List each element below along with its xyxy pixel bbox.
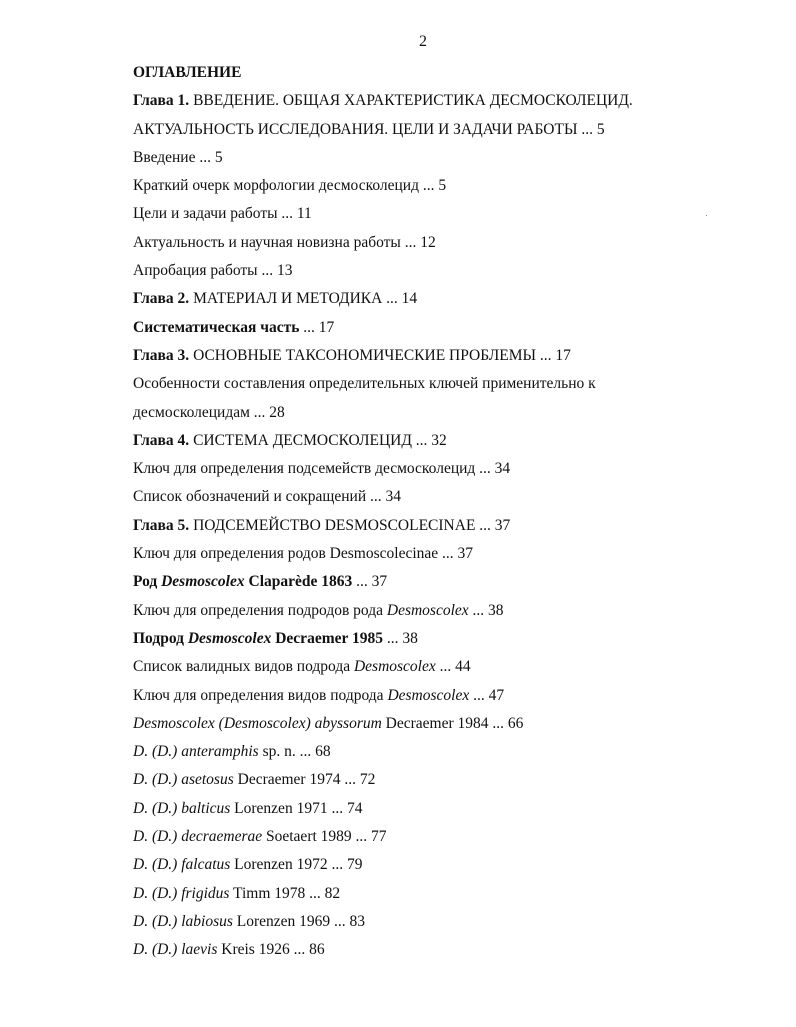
genus-prefix: Род	[133, 573, 162, 591]
species-author-page: Kreis 1926 ... 86	[217, 941, 325, 959]
toc-entry-relevance: Актуальность и научная новизна работы ... 12	[133, 233, 436, 251]
entry-page: ... 44	[435, 658, 471, 676]
entry-text: Ключ для определения подродов рода	[133, 601, 387, 619]
entry-text: Список валидных видов подрода	[133, 658, 354, 676]
entry-page: ... 47	[469, 686, 505, 704]
toc-entry-species	[133, 908, 773, 936]
toc-entry-keys-cont: десмосколецидам ... 28	[133, 403, 285, 421]
toc-entry-species	[133, 795, 773, 823]
toc-entry-species	[133, 766, 773, 794]
taxon-name: Desmoscolex	[387, 686, 470, 704]
toc-entry-chapter-4	[133, 427, 773, 455]
chapter-label: Глава 3.	[133, 346, 190, 364]
toc-entry-abbreviations: Список обозначений и сокращений ... 34	[133, 488, 401, 506]
toc-entry-key-subfamilies: Ключ для определения подсемейств десмосколецид ... 34	[133, 460, 511, 478]
species-name: D. (D.) decraemerae	[133, 828, 263, 846]
chapter-title: МАТЕРИАЛ И МЕТОДИКА ... 14	[189, 290, 418, 308]
scan-speck	[706, 215, 707, 216]
toc-entry-key-species	[133, 682, 773, 710]
page-number: 2	[419, 33, 427, 50]
taxon-name: Desmoscolex	[353, 658, 436, 676]
species-name: D. (D.) falcatus	[133, 856, 231, 874]
toc-entry-species	[133, 936, 773, 964]
subgenus-author: Decraemer 1985	[271, 629, 383, 647]
toc-entry-subgenus	[133, 625, 773, 653]
toc-entry-introduction: Введение ... 5	[133, 148, 223, 166]
species-name: D. (D.) anteramphis	[133, 743, 259, 761]
species-name: D. (D.) balticus	[133, 799, 231, 817]
species-name: D. (D.) labiosus	[133, 912, 233, 930]
toc-entry-key-subgenera	[133, 597, 773, 625]
section-page: ... 17	[299, 318, 335, 336]
species-author-page: Decraemer 1974 ... 72	[233, 771, 376, 789]
toc-entry-species	[133, 880, 773, 908]
toc-entry-chapter-3	[133, 342, 773, 370]
toc-entry-chapter-2	[133, 285, 773, 313]
species-name: Desmoscolex (Desmoscolex) abyssorum	[133, 714, 382, 732]
toc-entry-approbation: Апробация работы ... 13	[133, 262, 293, 280]
toc-entry-systematic-part	[133, 314, 773, 342]
toc-entry-genus	[133, 568, 773, 596]
chapter-title: ОСНОВНЫЕ ТАКСОНОМИЧЕСКИЕ ПРОБЛЕМЫ ... 17	[189, 346, 571, 364]
genus-page: ... 37	[352, 573, 388, 591]
toc-entry-keys: Особенности составления определительных ключей применительно к	[133, 375, 596, 393]
species-author-page: Lorenzen 1972 ... 79	[230, 856, 363, 874]
toc-entry-species	[133, 710, 773, 738]
taxon-name: Desmoscolex	[386, 601, 469, 619]
chapter-label: Глава 2.	[133, 290, 190, 308]
chapter-label: Глава 1.	[133, 92, 190, 110]
species-author-page: Timm 1978 ... 82	[229, 884, 341, 902]
toc-entry-key-genera: Ключ для определения родов Desmoscolecinae ... 37	[133, 545, 474, 563]
table-of-contents	[133, 59, 773, 965]
toc-entry-chapter-5	[133, 512, 773, 540]
chapter-label: Глава 4.	[133, 431, 190, 449]
species-author-page: Decraemer 1984 ... 66	[381, 714, 524, 732]
toc-entry-species	[133, 823, 773, 851]
toc-entry-valid-species	[133, 653, 773, 681]
entry-text: Ключ для определения видов подрода	[133, 686, 388, 704]
toc-heading: ОГЛАВЛЕНИЕ	[133, 64, 242, 81]
genus-name: Desmoscolex	[161, 573, 245, 591]
species-author-page: Soetaert 1989 ... 77	[262, 828, 387, 846]
toc-entry-chapter-1-cont: АКТУАЛЬНОСТЬ ИССЛЕДОВАНИЯ. ЦЕЛИ И ЗАДАЧИ РАБОТЫ ... 5	[133, 120, 605, 138]
chapter-label: Глава 5.	[133, 516, 190, 534]
subgenus-prefix: Подрод	[133, 629, 188, 647]
toc-entry-species	[133, 851, 773, 879]
toc-entry-morphology: Краткий очерк морфологии десмосколецид ... 5	[133, 177, 447, 195]
species-name: D. (D.) asetosus	[133, 771, 234, 789]
species-name: D. (D.) laevis	[133, 941, 218, 959]
species-name: D. (D.) frigidus	[133, 884, 230, 902]
chapter-title: ПОДСЕМЕЙСТВО DESMOSCOLECINAE ... 37	[189, 516, 511, 534]
toc-entry-chapter-1	[133, 87, 773, 115]
toc-entry-goals: Цели и задачи работы ... 11	[133, 205, 312, 223]
toc-entry-species	[133, 738, 773, 766]
species-author-page: Lorenzen 1969 ... 83	[232, 912, 366, 930]
species-author-page: Lorenzen 1971 ... 74	[230, 799, 363, 817]
chapter-title: СИСТЕМА ДЕСМОСКОЛЕЦИД ... 32	[189, 431, 447, 449]
section-label: Систематическая часть	[133, 318, 300, 336]
subgenus-name: Desmoscolex	[187, 629, 272, 647]
subgenus-page: ... 38	[382, 629, 418, 647]
species-author-page: sp. n. ... 68	[258, 743, 331, 761]
entry-page: ... 38	[468, 601, 504, 619]
chapter-title: ВВЕДЕНИЕ. ОБЩАЯ ХАРАКТЕРИСТИКА ДЕСМОСКОЛЕЦИД.	[189, 92, 633, 110]
genus-author: Claparède 1863	[244, 573, 353, 591]
